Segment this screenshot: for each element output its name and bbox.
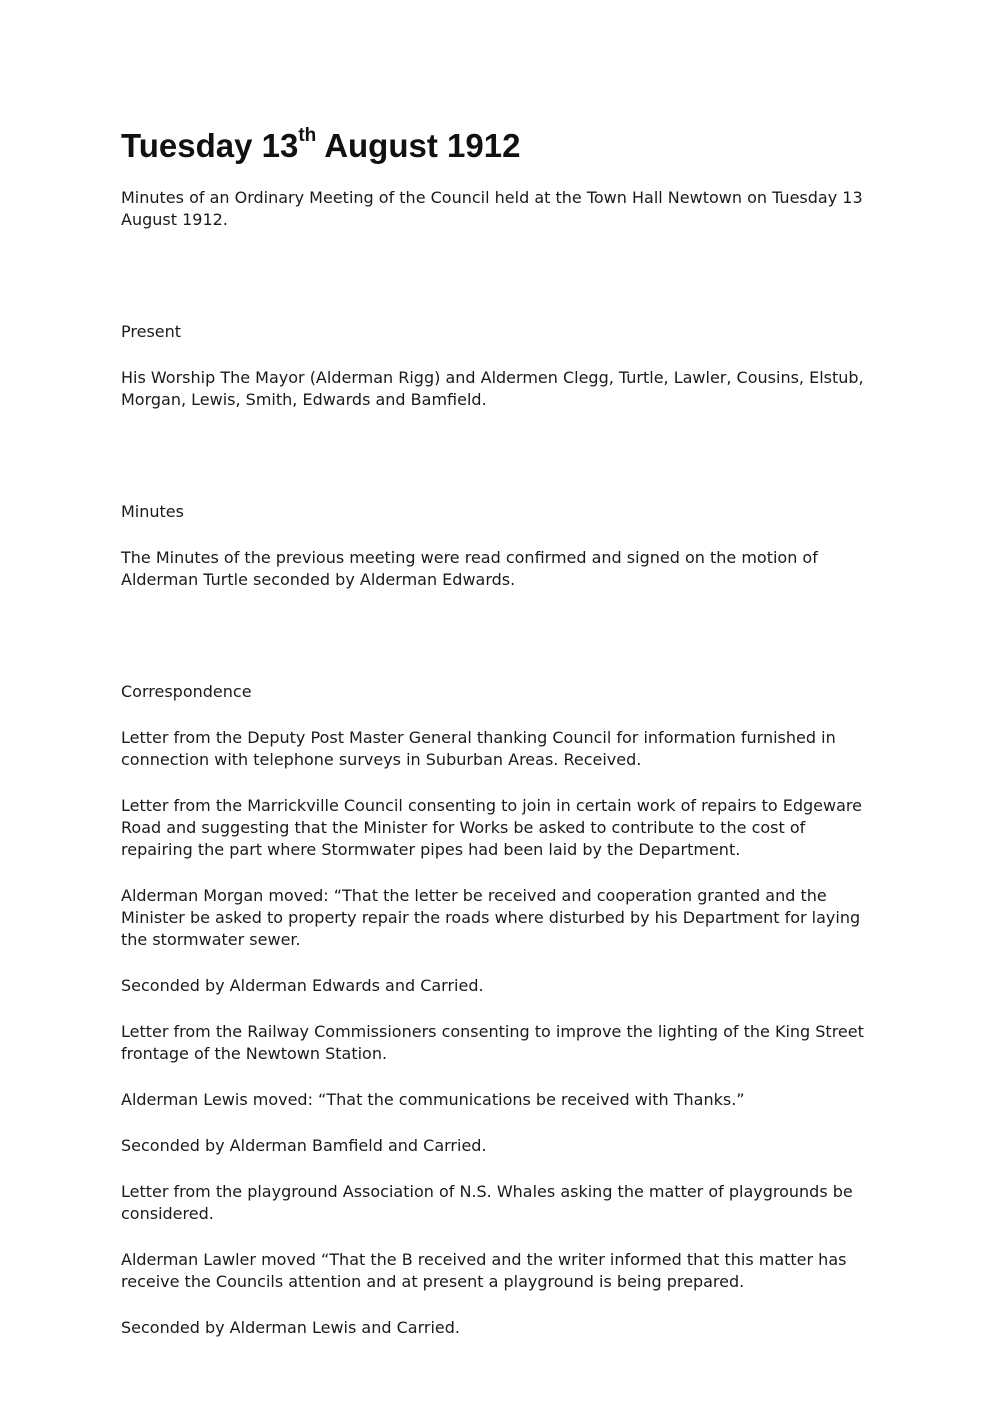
correspondence-item: Alderman Lewis moved: “That the communications be received with Thanks.”	[121, 1090, 745, 1109]
title-superscript: th	[298, 125, 317, 146]
correspondence-item: Seconded by Alderman Bamfield and Carried.	[121, 1136, 487, 1155]
minutes-heading: Minutes	[121, 502, 184, 521]
correspondence-item: Letter from the Marrickville Council consenting to join in certain work of repairs to Edgeware Road and suggesting that the Minister for Works be asked to contribute to the cost of repairing the part where Stormwater pipes had been laid by the Department.	[121, 796, 862, 859]
present-heading: Present	[121, 322, 182, 341]
present-text: His Worship The Mayor (Alderman Rigg) and Aldermen Clegg, Turtle, Lawler, Cousins, Elstub, Morgan, Lewis, Smith, Edwards and Bamfield.	[121, 368, 864, 409]
correspondence-item: Seconded by Alderman Lewis and Carried.	[121, 1318, 460, 1337]
correspondence-heading: Correspondence	[121, 682, 252, 701]
correspondence-item: Letter from the Deputy Post Master General thanking Council for information furnished in connection with telephone surveys in Suburban Areas. Received.	[121, 728, 836, 769]
correspondence-item: Letter from the playground Association of N.S. Whales asking the matter of playgrounds be considered.	[121, 1182, 853, 1223]
title-suffix: August 1912	[316, 127, 521, 164]
correspondence-item: Alderman Lawler moved “That the B received and the writer informed that this matter has receive the Councils attention and at present a playground is being prepared.	[121, 1250, 847, 1291]
title-prefix: Tuesday 13	[121, 127, 299, 164]
correspondence-item: Alderman Morgan moved: “That the letter be received and cooperation granted and the Minister be asked to property repair the roads where disturbed by his Department for laying the stormwater sewer.	[121, 886, 861, 949]
intro-paragraph: Minutes of an Ordinary Meeting of the Council held at the Town Hall Newtown on Tuesday 13 August 1912.	[121, 188, 863, 229]
document-title	[121, 117, 881, 169]
document-page	[121, 117, 881, 1363]
correspondence-item: Letter from the Railway Commissioners consenting to improve the lighting of the King Street frontage of the Newtown Station.	[121, 1022, 864, 1063]
correspondence-item: Seconded by Alderman Edwards and Carried.	[121, 976, 484, 995]
minutes-text: The Minutes of the previous meeting were read confirmed and signed on the motion of Alderman Turtle seconded by Alderman Edwards.	[121, 548, 818, 589]
